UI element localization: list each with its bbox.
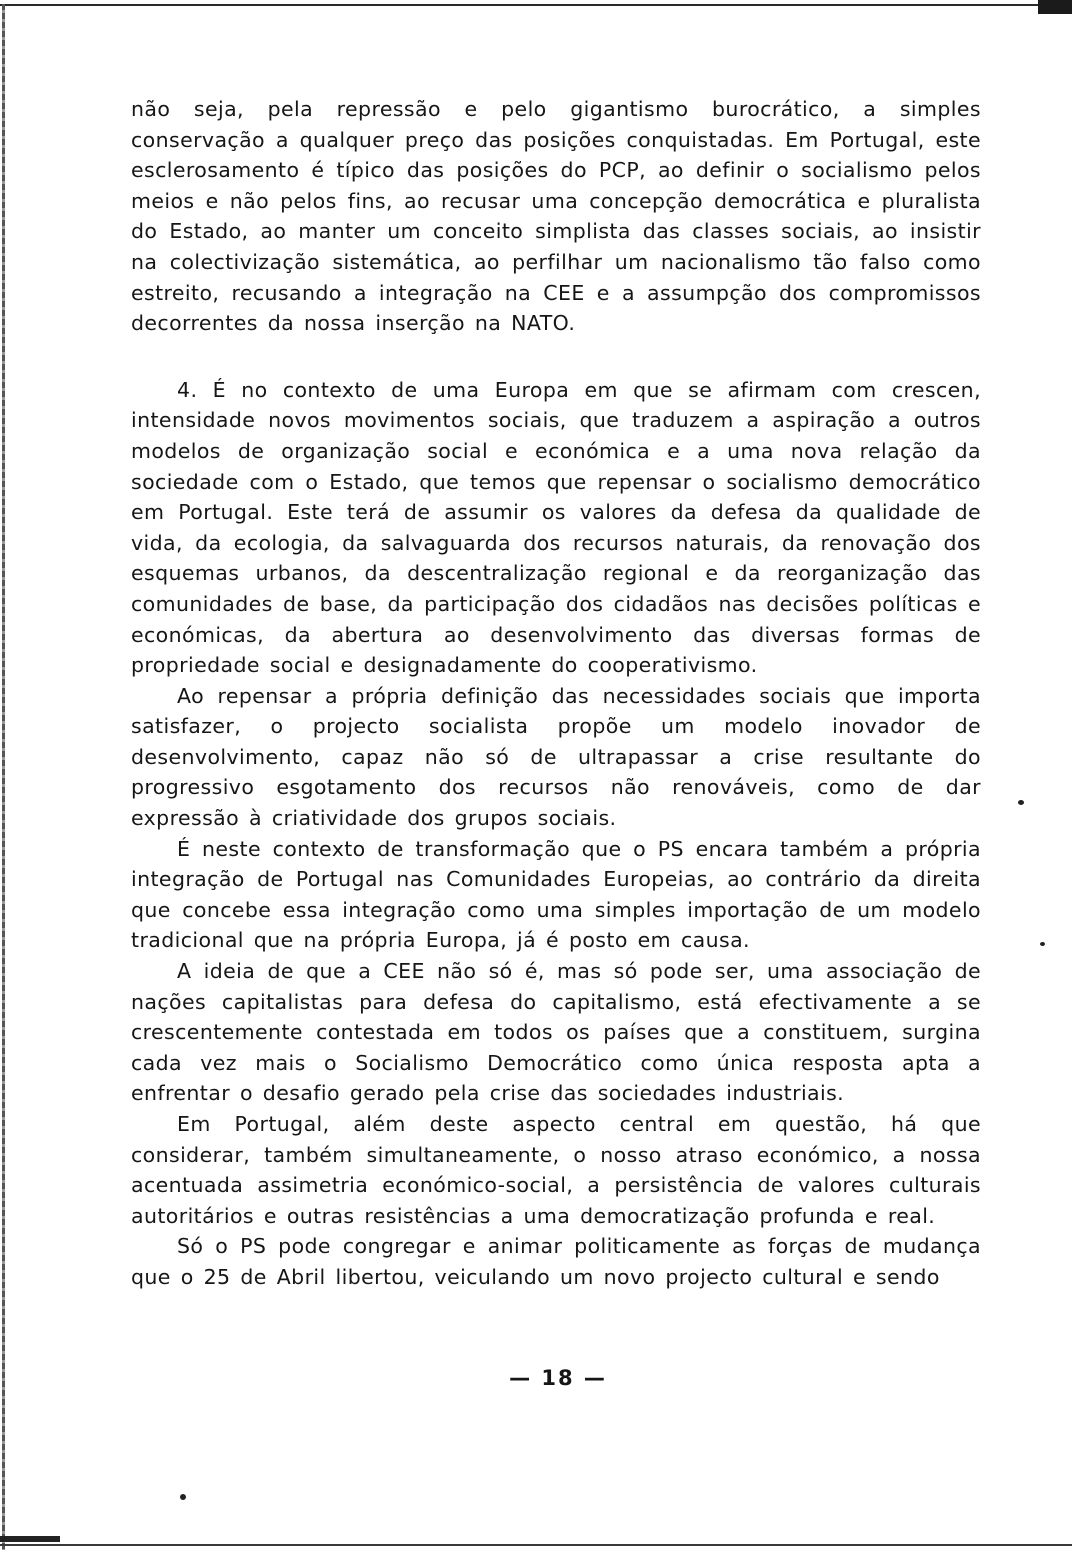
paragraph-section-4: 4. É no contexto de uma Europa em que se afirmam com crescen, intensidade novos movimentos sociais, que traduzem a aspiração a outros modelos de organização social e económica e a uma nova relação da sociedade com o Estado, que temos que repensar o socialismo democrático em Portugal. Este terá de assumir os valores da defesa da qualidade de vida, da ecologia, da salvaguarda dos recursos naturais, da renovação dos esquemas urbanos, da descentralização regional e da reorganização das comunidades de base, da participação dos cidadãos nas decisões políticas e económicas, da abertura ao desenvolvimento das diversas formas de propriedade social e designadamente do cooperativismo. (131, 377, 981, 678)
paragraph: A ideia de que a CEE não só é, mas só pode ser, uma associação de nações capitalistas para defesa do capitalismo, está efectivamente a se crescentemente contestada em todos os países que a constituem, surgina cada vez mais o Socialismo Democrático como única resposta apta a enfrentar o desafio gerado pela crise das sociedades industriais. (131, 959, 981, 1106)
paragraph-final: Só o PS pode congregar e animar politicamente as forças de mudança que o 25 de Abril libertou, veiculando um novo projecto cultural e sendo (131, 1234, 981, 1289)
paragraph-continuation: não seja, pela repressão e pelo gigantismo burocrático, a simples conservação a qualquer preço das posições conquistadas. Em Portugal, este esclerosamento é típico das posições do PCP, ao definir o socialismo pelos meios e não pelos fins, ao recusar uma concepção democrática e pluralista do Estado, ao manter um conceito simplista das classes sociais, ao insistir na colectivização sistemática, ao perfilhar um nacionalismo tão falso como estreito, recusando a integração na CEE e a assumpção dos compromissos decorrentes da nossa inserção na NATO. (131, 97, 981, 336)
scan-corner-mark-bottom (0, 1536, 60, 1542)
section-gap (131, 339, 981, 375)
page-text-block (131, 94, 981, 1293)
scan-speck (180, 1494, 186, 1500)
scan-border-top (0, 4, 1072, 6)
paragraph: É neste contexto de transformação que o PS encara também a própria integração de Portugal nas Comunidades Europeias, ao contrário da direita que concebe essa integração como uma simples importação de um modelo tradicional que na própria Europa, já é posto em causa. (131, 836, 981, 953)
page-number: — 18 — (509, 1366, 607, 1390)
scan-speck (1018, 800, 1024, 805)
scan-border-left (2, 4, 5, 1550)
scan-corner-mark (1038, 0, 1072, 14)
paragraph: Em Portugal, além deste aspecto central em questão, há que considerar, também simultaneamente, o nosso atraso económico, a nossa acentuada assimetria económico-social, a persistência de valores culturais autoritários e outras resistências a uma democratização profunda e real. (131, 1112, 981, 1228)
scan-speck (1040, 942, 1045, 946)
scan-border-bottom (0, 1544, 1072, 1546)
paragraph: Ao repensar a própria definição das necessidades sociais que importa satisfazer, o projecto socialista propõe um modelo inovador de desenvolvimento, capaz não só de ultrapassar a crise resultante do progressivo esgotamento dos recursos não renováveis, como de dar expressão à criatividade dos grupos sociais. (131, 683, 981, 831)
